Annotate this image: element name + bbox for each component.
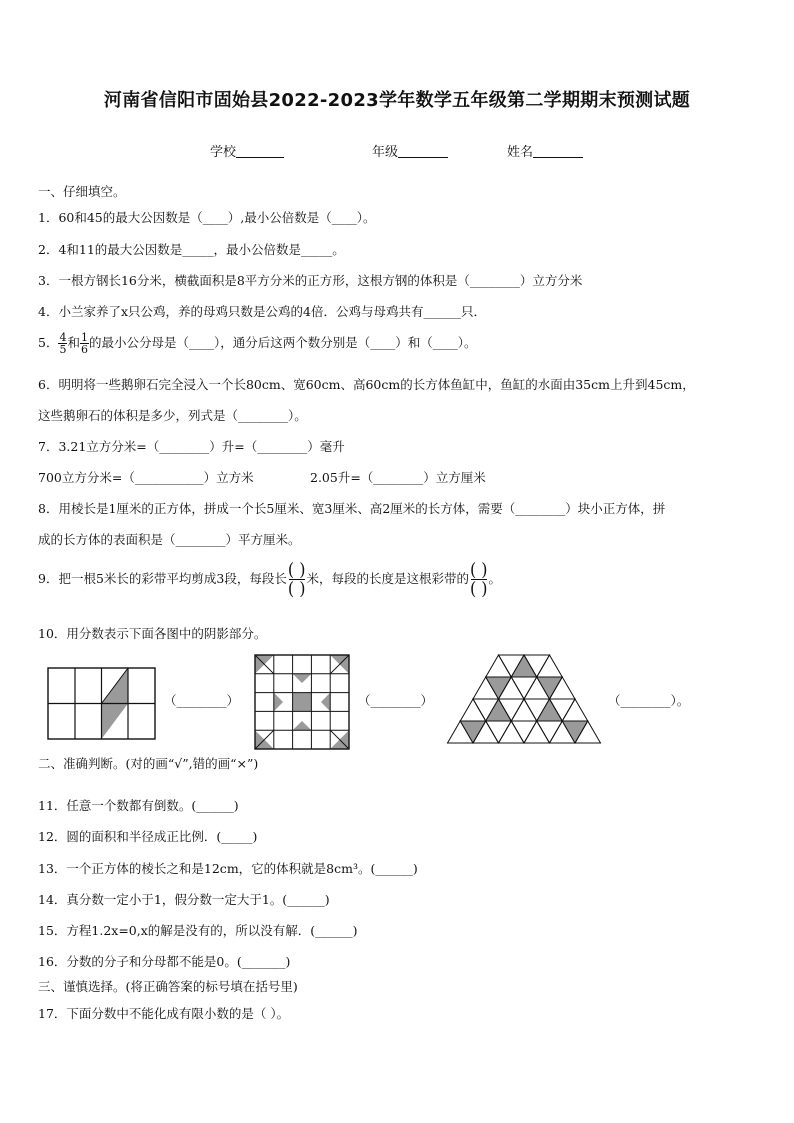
grade-field bbox=[372, 141, 448, 160]
question-9-part-b: 米，每段的长度是这根彩带的 bbox=[306, 571, 469, 586]
fraction-denominator: 6 bbox=[80, 343, 88, 356]
shaded-center bbox=[293, 693, 312, 712]
shaded-triangle bbox=[102, 704, 129, 740]
question-12: 12．圆的面积和半径成正比例．(_____) bbox=[38, 829, 258, 844]
fraction-numerator: 1 bbox=[80, 331, 88, 344]
question-15: 15．方程1.2x=0,x的解是没有的，所以没有解．(______) bbox=[38, 923, 358, 938]
question-5-prefix: 5． bbox=[38, 335, 59, 350]
question-14: 14．真分数一定小于1，假分数一定大于1。(______) bbox=[38, 892, 330, 907]
name-label: 姓名 bbox=[507, 145, 534, 160]
fraction-numerator: 4 bbox=[59, 331, 67, 344]
question-13: 13．一个正方体的棱长之和是12cm，它的体积就是8cm³。(______) bbox=[38, 861, 418, 876]
triangle-up bbox=[537, 655, 563, 677]
question-5 bbox=[38, 332, 476, 355]
question-9-part-c: 。 bbox=[488, 571, 502, 586]
shaded-triangle bbox=[293, 674, 312, 683]
question-10: 10．用分数表示下面各图中的阴影部分。 bbox=[38, 626, 267, 641]
question-9-part-a: 9．把一根5米长的彩带平均剪成3段，每段长 bbox=[38, 571, 287, 586]
figure-1-answer: （________） bbox=[164, 693, 240, 708]
question-17: 17．下面分数中不能化成有限小数的是（ ）。 bbox=[38, 1006, 290, 1021]
fraction-one-sixth bbox=[80, 332, 89, 355]
name-blank bbox=[533, 145, 583, 158]
triangle-up bbox=[486, 699, 512, 721]
fraction-blank: ( ) ( ) bbox=[287, 559, 306, 599]
school-field bbox=[210, 141, 284, 160]
triangle-down bbox=[511, 677, 537, 699]
figure-square-grid bbox=[254, 654, 350, 750]
figure-3-answer: （________）。 bbox=[608, 693, 690, 708]
fraction-blank: ( ) ( ) bbox=[469, 559, 488, 599]
grade-label: 年级 bbox=[372, 145, 399, 160]
question-11: 11．任意一个数都有倒数。(______) bbox=[38, 798, 239, 813]
question-6-line-1: 6．明明将一些鹅卵石完全浸入一个长80cm、宽60cm、高60cm的长方体鱼缸中，鱼缸的水面由35cm上升到45cm， bbox=[38, 377, 695, 392]
triangle-down bbox=[537, 721, 563, 743]
question-7-line-1: 7．3.21立方分米=（________）升=（________）毫升 bbox=[38, 439, 345, 454]
triangle-down bbox=[460, 721, 486, 743]
shaded-triangle bbox=[274, 693, 283, 712]
section-3-heading: 三、谨慎选择。(将正确答案的标号填在括号里) bbox=[38, 979, 298, 994]
triangle-up bbox=[524, 721, 550, 743]
question-2: 2．4和11的最大公因数是_____，最小公倍数是_____。 bbox=[38, 242, 345, 257]
triangle-down bbox=[486, 677, 512, 699]
question-9 bbox=[38, 559, 502, 599]
question-7-line-2a: 700立方分米=（___________）立方米 bbox=[38, 470, 254, 485]
triangle-up bbox=[511, 655, 537, 677]
name-field bbox=[507, 141, 583, 160]
figure-rectangle-grid bbox=[46, 666, 156, 742]
figure-2-answer: （________） bbox=[358, 693, 434, 708]
question-5-and: 和 bbox=[67, 335, 80, 350]
triangle-up bbox=[562, 699, 588, 721]
triangle-up bbox=[511, 699, 537, 721]
triangle-down bbox=[486, 721, 512, 743]
fraction-denominator: 5 bbox=[59, 343, 67, 356]
triangle-down bbox=[562, 721, 588, 743]
school-label: 学校 bbox=[210, 145, 237, 160]
question-3: 3．一根方钢长16分米，横截面积是8平方分米的正方形，这根方钢的体积是（________）立方分米 bbox=[38, 273, 583, 288]
triangle-up bbox=[486, 655, 512, 677]
shaded-triangle bbox=[293, 721, 312, 730]
section-2-heading: 二、准确判断。(对的画“√”,错的画“×”) bbox=[38, 756, 259, 771]
figure-triangle-trapezoid bbox=[446, 653, 602, 745]
question-7-line-2b: 2.05升=（________）立方厘米 bbox=[310, 470, 486, 485]
triangle-up bbox=[537, 699, 563, 721]
triangle-up bbox=[460, 699, 486, 721]
triangle-down bbox=[511, 721, 537, 743]
question-8-line-1: 8．用棱长是1厘米的正方体，拼成一个长5厘米、宽3厘米、高2厘米的长方体，需要（________）块小正方体，拼 bbox=[38, 501, 666, 516]
question-5-suffix: 的最小公分母是（____），通分后这两个数分别是（____）和（____）。 bbox=[88, 335, 477, 350]
grade-blank bbox=[398, 145, 448, 158]
school-blank bbox=[236, 145, 284, 158]
triangle-up bbox=[499, 721, 525, 743]
triangle-down bbox=[537, 677, 563, 699]
question-8-line-2: 成的长方体的表面积是（________）平方厘米。 bbox=[38, 532, 301, 547]
question-1: 1．60和45的最大公因数是（____）,最小公倍数是（____）。 bbox=[38, 210, 376, 225]
section-1-heading: 一、仔细填空。 bbox=[38, 184, 126, 199]
page-title: 河南省信阳市固始县2022-2023学年数学五年级第二学期期末预测试题 bbox=[103, 90, 691, 111]
question-16: 16．分数的分子和分母都不能是0。(_______) bbox=[38, 954, 291, 969]
question-4: 4．小兰家养了x只公鸡，养的母鸡只数是公鸡的4倍．公鸡与母鸡共有______只． bbox=[38, 304, 486, 319]
shaded-triangle bbox=[321, 693, 330, 712]
question-6-line-2: 这些鹅卵石的体积是多少，列式是（________）。 bbox=[38, 408, 307, 423]
